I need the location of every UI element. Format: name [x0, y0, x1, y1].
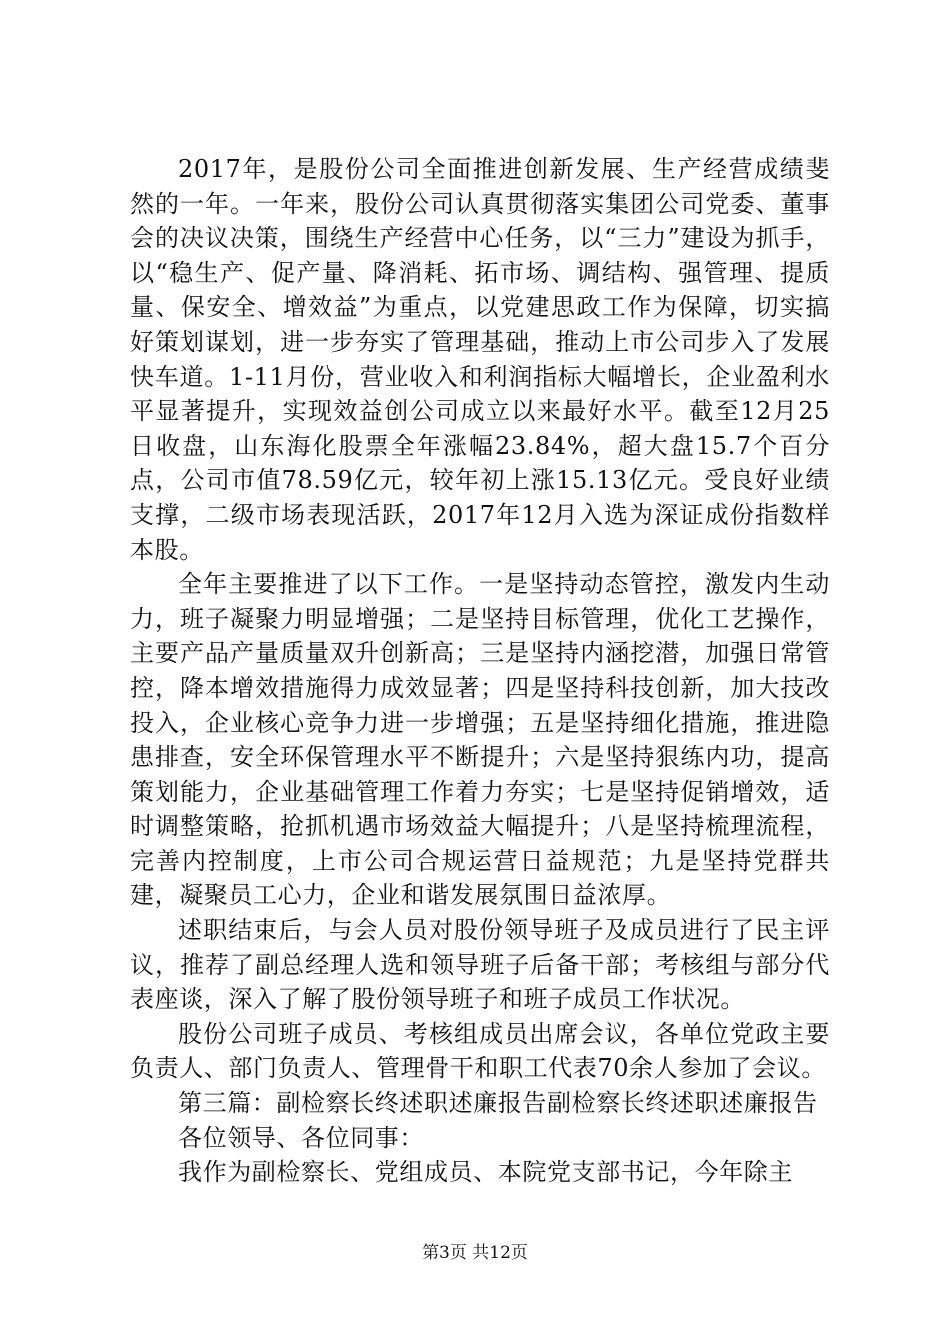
paragraph-evaluation: 述职结束后，与会人员对股份领导班子及成员进行了民主评议，推荐了副总经理人选和领导班子后备干部；考核组与部分代表座谈，深入了解了股份领导班子和班子成员工作状况。: [130, 916, 830, 1014]
paragraph-main-work: 全年主要推进了以下工作。一是坚持动态管控，激发内生动力，班子凝聚力明显增强；二是坚持目标管理，优化工艺操作，主要产品产量质量双升创新高；三是坚持内涵挖潜，加强日常管控，降本增效措施得力成效显著；四是坚持科技创新，加大技改投入，企业核心竞争力进一步增强；五是坚持细化措施，推进隐患排查，安全环保管理水平不断提升；六是坚持狠练内功，提高策划能力，企业基础管理工作着力夯实；七是坚持促销增效，适时调整策略，抢抓机遇市场效益大幅提升；八是坚持梳理流程，完善内控制度，上市公司合规运营日益规范；九是坚持党群共建，凝聚员工心力，企业和谐发展氛围日益浓厚。: [130, 570, 830, 910]
paragraph-annual-summary: 2017年，是股份公司全面推进创新发展、生产经营成绩斐然的一年。一年来，股份公司认真贯彻落实集团公司党委、董事会的决议决策，围绕生产经营中心任务，以“三力”建设为抓手，以“稳生产、促产量、降消耗、拓市场、调结构、强管理、提质量、保安全、增效益”为重点，以党建思政工作为保障，切实搞好策划谋划，进一步夯实了管理基础，推动上市公司步入了发展快车道。1-11月份，营业收入和利润指标大幅增长，企业盈利水平显著提升，实现效益创公司成立以来最好水平。截至12月25日收盘，山东海化股票全年涨幅23.84%，超大盘15.7个百分点，公司市值78.59亿元，较年初上涨15.13亿元。受良好业绩支撑，二级市场表现活跃，2017年12月入选为深证成份指数样本股。: [130, 155, 830, 564]
paragraph-opening: 我作为副检察长、党组成员、本院党支部书记，今年除主: [178, 1158, 793, 1187]
document-body: [130, 152, 830, 1190]
paragraph-attendees: 股份公司班子成员、考核组成员出席会议，各单位党政主要负责人、部门负责人、管理骨干和职工代表70余人参加了会议。: [130, 1019, 830, 1083]
page-number-footer: 第3页 共12页: [422, 1243, 528, 1263]
section-heading: 第三篇：副检察长终述职述廉报告副检察长终述职述廉报告: [178, 1089, 818, 1118]
paragraph-salutation: 各位领导、各位同事：: [178, 1123, 424, 1152]
